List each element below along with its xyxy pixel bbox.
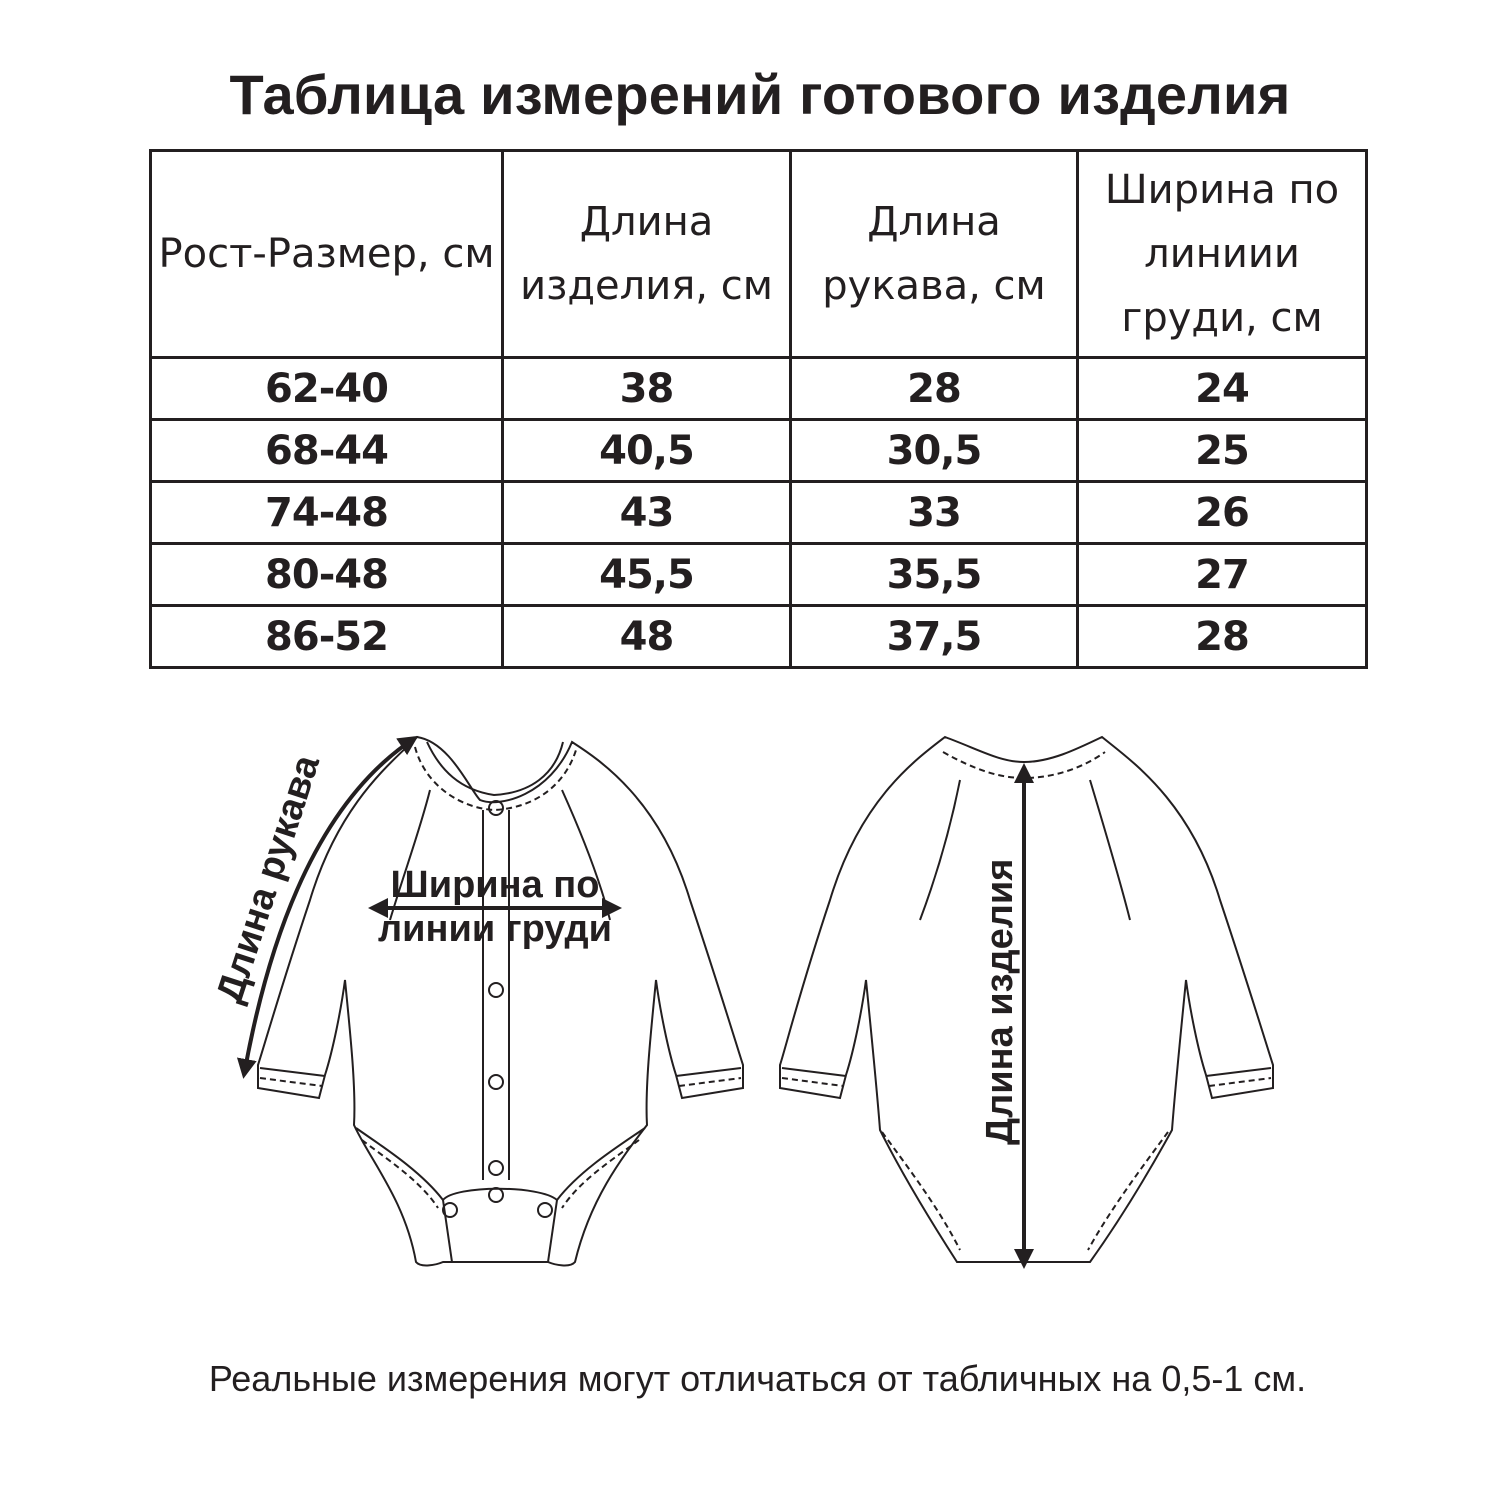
table-cell: 37,5 [791, 606, 1078, 668]
table-cell: 38 [503, 358, 791, 420]
header-line: Длина [579, 199, 714, 245]
table-cell: 68-44 [151, 420, 503, 482]
table-cell: 74-48 [151, 482, 503, 544]
table-cell: 35,5 [791, 544, 1078, 606]
header-line: груди, см [1121, 295, 1323, 341]
table-row [151, 544, 1367, 606]
table-cell: 48 [503, 606, 791, 668]
header-line: Рост-Размер, см [158, 231, 495, 277]
header-line: Длина [867, 199, 1001, 245]
size-table [149, 149, 1368, 669]
page-title: Таблица измерений готового изделия [229, 63, 1291, 126]
table-row [151, 606, 1367, 668]
chest-width-label: Ширина по [390, 864, 600, 906]
header-sleeve-length [791, 151, 1078, 358]
bodysuit-diagram [0, 700, 1500, 1320]
header-chest-width [1078, 151, 1367, 358]
table-cell: 25 [1078, 420, 1367, 482]
table-cell: 30,5 [791, 420, 1078, 482]
front-bodysuit-drawing [258, 737, 743, 1265]
table-cell: 27 [1078, 544, 1367, 606]
table-header-row [151, 151, 1367, 358]
measurement-note: Реальные измерения могут отличаться от табличных на 0,5-1 см. [208, 1358, 1307, 1399]
table-cell: 45,5 [503, 544, 791, 606]
table-cell: 80-48 [151, 544, 503, 606]
header-height-size [151, 151, 503, 358]
table-cell: 28 [791, 358, 1078, 420]
chest-width-label-line2: линии груди [378, 908, 612, 950]
table-cell: 33 [791, 482, 1078, 544]
sleeve-length-label: Длина рукава [208, 750, 329, 1008]
table-cell: 28 [1078, 606, 1367, 668]
table-row [151, 420, 1367, 482]
table-cell: 86-52 [151, 606, 503, 668]
header-line: рукава, см [822, 263, 1046, 309]
header-line: Ширина по [1104, 167, 1340, 213]
header-line: линиии [1144, 231, 1300, 277]
header-line: изделия, см [520, 263, 773, 309]
header-item-length [503, 151, 791, 358]
table-cell: 26 [1078, 482, 1367, 544]
table-row [151, 482, 1367, 544]
table-cell: 24 [1078, 358, 1367, 420]
item-length-label: Длина изделия [979, 858, 1021, 1145]
back-bodysuit-drawing [780, 737, 1273, 1262]
table-cell: 43 [503, 482, 791, 544]
table-cell: 40,5 [503, 420, 791, 482]
table-cell: 62-40 [151, 358, 503, 420]
table-row [151, 358, 1367, 420]
